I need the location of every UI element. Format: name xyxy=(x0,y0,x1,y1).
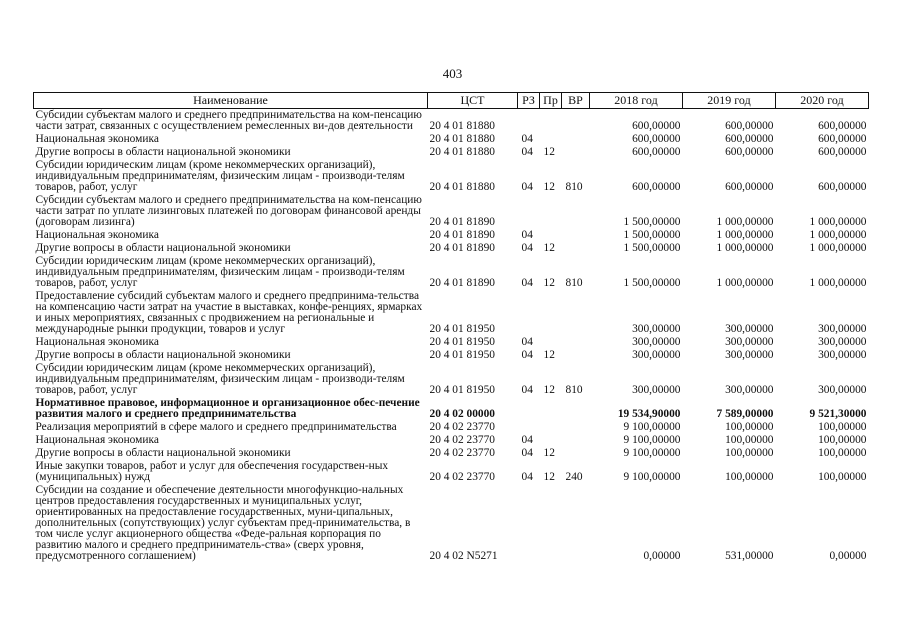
row-value-2018: 9 100,00000 xyxy=(623,471,681,483)
table-row xyxy=(34,146,869,159)
table-row xyxy=(34,159,869,194)
row-value-2020: 0,00000 xyxy=(829,550,867,562)
header-2019: 2019 год xyxy=(683,93,776,109)
row-value-2020: 100,00000 xyxy=(818,434,867,446)
row-cst: 20 4 01 81890 xyxy=(429,229,495,241)
row-vr xyxy=(562,229,590,242)
row-value-2019: 600,00000 xyxy=(725,146,774,158)
row-value-2018: 300,00000 xyxy=(632,384,681,396)
row-value-2018: 19 534,90000 xyxy=(617,408,681,420)
row-value-2020: 600,00000 xyxy=(818,120,867,132)
row-value-2019: 100,00000 xyxy=(725,471,774,483)
header-2020: 2020 год xyxy=(776,93,869,109)
row-pr: 12 xyxy=(543,447,555,459)
row-value-2019: 100,00000 xyxy=(725,421,774,433)
row-rz xyxy=(518,397,540,421)
table-row xyxy=(34,460,869,484)
row-value-2020: 9 521,30000 xyxy=(809,408,867,420)
table-row xyxy=(34,290,869,336)
row-name: Национальная экономика xyxy=(35,229,159,241)
row-pr: 12 xyxy=(543,277,555,289)
row-pr xyxy=(540,194,562,229)
row-value-2019: 1 000,00000 xyxy=(716,277,774,289)
row-value-2019: 300,00000 xyxy=(725,384,774,396)
page-number: 403 xyxy=(442,66,463,81)
row-pr xyxy=(540,290,562,336)
row-pr xyxy=(540,421,562,434)
row-pr xyxy=(540,336,562,349)
row-name: Субсидии юридическим лицам (кроме некоммерческих организаций), индивидуальным предпринимателям, физическим лицам - производи-телям товаров, работ, услуг xyxy=(35,362,405,396)
row-rz: 04 xyxy=(521,434,533,446)
row-vr: 810 xyxy=(565,181,583,193)
table-row xyxy=(34,242,869,255)
row-vr xyxy=(562,434,590,447)
row-cst: 20 4 02 00000 xyxy=(429,408,495,420)
row-rz xyxy=(518,290,540,336)
row-value-2018: 300,00000 xyxy=(632,323,681,335)
row-pr xyxy=(540,133,562,146)
row-name: Субсидии субъектам малого и среднего предпринимательства на ком-пенсацию части затрат по уплате лизинговых платежей по договорам финансовой аренды (договорам лизинга) xyxy=(35,194,422,228)
table-row xyxy=(34,109,869,134)
row-value-2020: 300,00000 xyxy=(818,336,867,348)
row-cst: 20 4 02 23770 xyxy=(429,434,495,446)
table-row xyxy=(34,421,869,434)
row-name: Другие вопросы в области национальной экономики xyxy=(35,447,291,459)
table-row xyxy=(34,484,869,563)
row-value-2020: 1 000,00000 xyxy=(809,229,867,241)
row-value-2018: 600,00000 xyxy=(632,120,681,132)
table-row xyxy=(34,133,869,146)
row-value-2018: 9 100,00000 xyxy=(623,434,681,446)
row-value-2018: 300,00000 xyxy=(632,349,681,361)
row-vr xyxy=(562,447,590,460)
row-value-2019: 300,00000 xyxy=(725,323,774,335)
row-rz: 04 xyxy=(521,146,533,158)
row-value-2019: 1 000,00000 xyxy=(716,216,774,228)
row-cst: 20 4 01 81880 xyxy=(429,181,495,193)
row-cst: 20 4 02 N5271 xyxy=(429,550,498,562)
row-rz: 04 xyxy=(521,242,533,254)
row-rz: 04 xyxy=(521,229,533,241)
row-name: Другие вопросы в области национальной экономики xyxy=(35,349,291,361)
row-cst: 20 4 01 81950 xyxy=(429,323,495,335)
table-row xyxy=(34,194,869,229)
row-value-2018: 0,00000 xyxy=(643,550,681,562)
table-row xyxy=(34,229,869,242)
row-rz: 04 xyxy=(521,447,533,459)
row-rz: 04 xyxy=(521,336,533,348)
table-row xyxy=(34,255,869,290)
row-vr xyxy=(562,336,590,349)
row-rz: 04 xyxy=(521,133,533,145)
row-pr: 12 xyxy=(543,349,555,361)
row-cst: 20 4 01 81880 xyxy=(429,146,495,158)
row-value-2018: 300,00000 xyxy=(632,336,681,348)
row-value-2018: 1 500,00000 xyxy=(623,277,681,289)
row-pr: 12 xyxy=(543,146,555,158)
row-cst: 20 4 01 81950 xyxy=(429,336,495,348)
row-pr: 12 xyxy=(543,242,555,254)
row-pr xyxy=(540,397,562,421)
row-value-2019: 300,00000 xyxy=(725,336,774,348)
row-value-2020: 1 000,00000 xyxy=(809,277,867,289)
row-rz xyxy=(518,421,540,434)
row-value-2018: 9 100,00000 xyxy=(623,447,681,459)
row-pr: 12 xyxy=(543,181,555,193)
row-rz xyxy=(518,194,540,229)
row-pr xyxy=(540,484,562,563)
row-pr xyxy=(540,229,562,242)
row-pr xyxy=(540,109,562,134)
row-pr: 12 xyxy=(543,471,555,483)
row-value-2020: 600,00000 xyxy=(818,146,867,158)
row-value-2019: 531,00000 xyxy=(725,550,774,562)
row-vr xyxy=(562,421,590,434)
row-value-2019: 100,00000 xyxy=(725,447,774,459)
row-name: Нормативное правовое, информационное и организационное обес-печение развития малого и среднего предпринимательства xyxy=(35,397,420,420)
table-header-row xyxy=(34,93,869,109)
row-rz: 04 xyxy=(521,277,533,289)
row-name: Национальная экономика xyxy=(35,133,159,145)
row-value-2020: 100,00000 xyxy=(818,471,867,483)
row-value-2019: 100,00000 xyxy=(725,434,774,446)
table-row xyxy=(34,397,869,421)
row-rz: 04 xyxy=(521,181,533,193)
table-row xyxy=(34,447,869,460)
row-name: Национальная экономика xyxy=(35,434,159,446)
row-value-2020: 300,00000 xyxy=(818,349,867,361)
row-vr: 810 xyxy=(565,277,583,289)
row-vr xyxy=(562,109,590,134)
row-rz xyxy=(518,109,540,134)
row-cst: 20 4 02 23770 xyxy=(429,471,495,483)
row-cst: 20 4 02 23770 xyxy=(429,447,495,459)
row-value-2018: 600,00000 xyxy=(632,133,681,145)
row-vr: 810 xyxy=(565,384,583,396)
row-vr xyxy=(562,290,590,336)
table-row xyxy=(34,336,869,349)
row-rz: 04 xyxy=(521,349,533,361)
row-cst: 20 4 02 23770 xyxy=(429,421,495,433)
row-value-2018: 1 500,00000 xyxy=(623,229,681,241)
table-row xyxy=(34,349,869,362)
header-cst: ЦСТ xyxy=(428,93,518,109)
row-name: Субсидии субъектам малого и среднего предпринимательства на ком-пенсацию части затрат, связанных с осуществлением ремесленных ви-дов деятельности xyxy=(35,109,422,132)
row-value-2019: 1 000,00000 xyxy=(716,229,774,241)
row-pr: 12 xyxy=(543,384,555,396)
budget-table xyxy=(33,92,869,563)
header-vr: ВР xyxy=(562,93,590,109)
row-name: Реализация мероприятий в сфере малого и среднего предпринимательства xyxy=(35,421,397,433)
row-value-2020: 1 000,00000 xyxy=(809,216,867,228)
row-value-2019: 7 589,00000 xyxy=(716,408,774,420)
row-cst: 20 4 01 81880 xyxy=(429,133,495,145)
row-vr xyxy=(562,194,590,229)
row-value-2020: 100,00000 xyxy=(818,447,867,459)
row-cst: 20 4 01 81890 xyxy=(429,216,495,228)
row-name: Субсидии юридическим лицам (кроме некоммерческих организаций), индивидуальным предпринимателям, физическим лицам - производи-телям товаров, работ, услуг xyxy=(35,255,405,289)
row-pr xyxy=(540,434,562,447)
row-value-2018: 1 500,00000 xyxy=(623,216,681,228)
row-rz: 04 xyxy=(521,384,533,396)
row-value-2019: 600,00000 xyxy=(725,133,774,145)
row-vr xyxy=(562,133,590,146)
row-name: Национальная экономика xyxy=(35,336,159,348)
table-row xyxy=(34,362,869,397)
row-value-2020: 600,00000 xyxy=(818,133,867,145)
table-body xyxy=(34,109,869,564)
table-row xyxy=(34,434,869,447)
row-name: Другие вопросы в области национальной экономики xyxy=(35,146,291,158)
row-rz xyxy=(518,484,540,563)
row-value-2018: 600,00000 xyxy=(632,181,681,193)
row-cst: 20 4 01 81890 xyxy=(429,242,495,254)
row-value-2019: 600,00000 xyxy=(725,120,774,132)
row-value-2018: 600,00000 xyxy=(632,146,681,158)
row-value-2019: 1 000,00000 xyxy=(716,242,774,254)
row-rz: 04 xyxy=(521,471,533,483)
row-vr xyxy=(562,349,590,362)
row-value-2020: 100,00000 xyxy=(818,421,867,433)
row-name: Предоставление субсидий субъектам малого и среднего предпринима-тельства на компенсацию части затрат на участие в выставках, конфе-ренциях, ярмарках и иных мероприятиях, связанных с продвижением на региональные и международные рынки продукции, товаров и услуг xyxy=(35,290,423,335)
row-name: Иные закупки товаров, работ и услуг для обеспечения государствен-ных (муниципальных) нужд xyxy=(35,460,389,483)
row-value-2020: 1 000,00000 xyxy=(809,242,867,254)
header-name: Наименование xyxy=(34,93,428,109)
row-value-2020: 300,00000 xyxy=(818,323,867,335)
header-rz: РЗ xyxy=(518,93,540,109)
row-value-2019: 300,00000 xyxy=(725,349,774,361)
row-cst: 20 4 01 81950 xyxy=(429,349,495,361)
row-vr xyxy=(562,397,590,421)
row-vr: 240 xyxy=(565,471,583,483)
row-value-2020: 600,00000 xyxy=(818,181,867,193)
row-value-2020: 300,00000 xyxy=(818,384,867,396)
header-2018: 2018 год xyxy=(590,93,683,109)
row-cst: 20 4 01 81880 xyxy=(429,120,495,132)
row-name: Субсидии на создание и обеспечение деятельности многофункцио-нальных центров предоставления государственных и муниципальных услуг, ориентированных на предоставление государственных, муни-ципальных, дополнительных (сопутствующих) услуг субъектам пред-принимательства, в том числе услуг акционерного общества «Феде-ральная корпорация по развитию малого и среднего предприниматель-ства» (сверх уровня, предусмотренного соглашением) xyxy=(35,484,411,562)
row-cst: 20 4 01 81890 xyxy=(429,277,495,289)
row-value-2019: 600,00000 xyxy=(725,181,774,193)
row-vr xyxy=(562,242,590,255)
row-vr xyxy=(562,146,590,159)
row-cst: 20 4 01 81950 xyxy=(429,384,495,396)
row-name: Субсидии юридическим лицам (кроме некоммерческих организаций), индивидуальным предпринимателям, физическим лицам - производи-телям товаров, работ, услуг xyxy=(35,159,405,193)
header-pr: Пр xyxy=(540,93,562,109)
row-value-2018: 9 100,00000 xyxy=(623,421,681,433)
row-vr xyxy=(562,484,590,563)
row-value-2018: 1 500,00000 xyxy=(623,242,681,254)
row-name: Другие вопросы в области национальной экономики xyxy=(35,242,291,254)
